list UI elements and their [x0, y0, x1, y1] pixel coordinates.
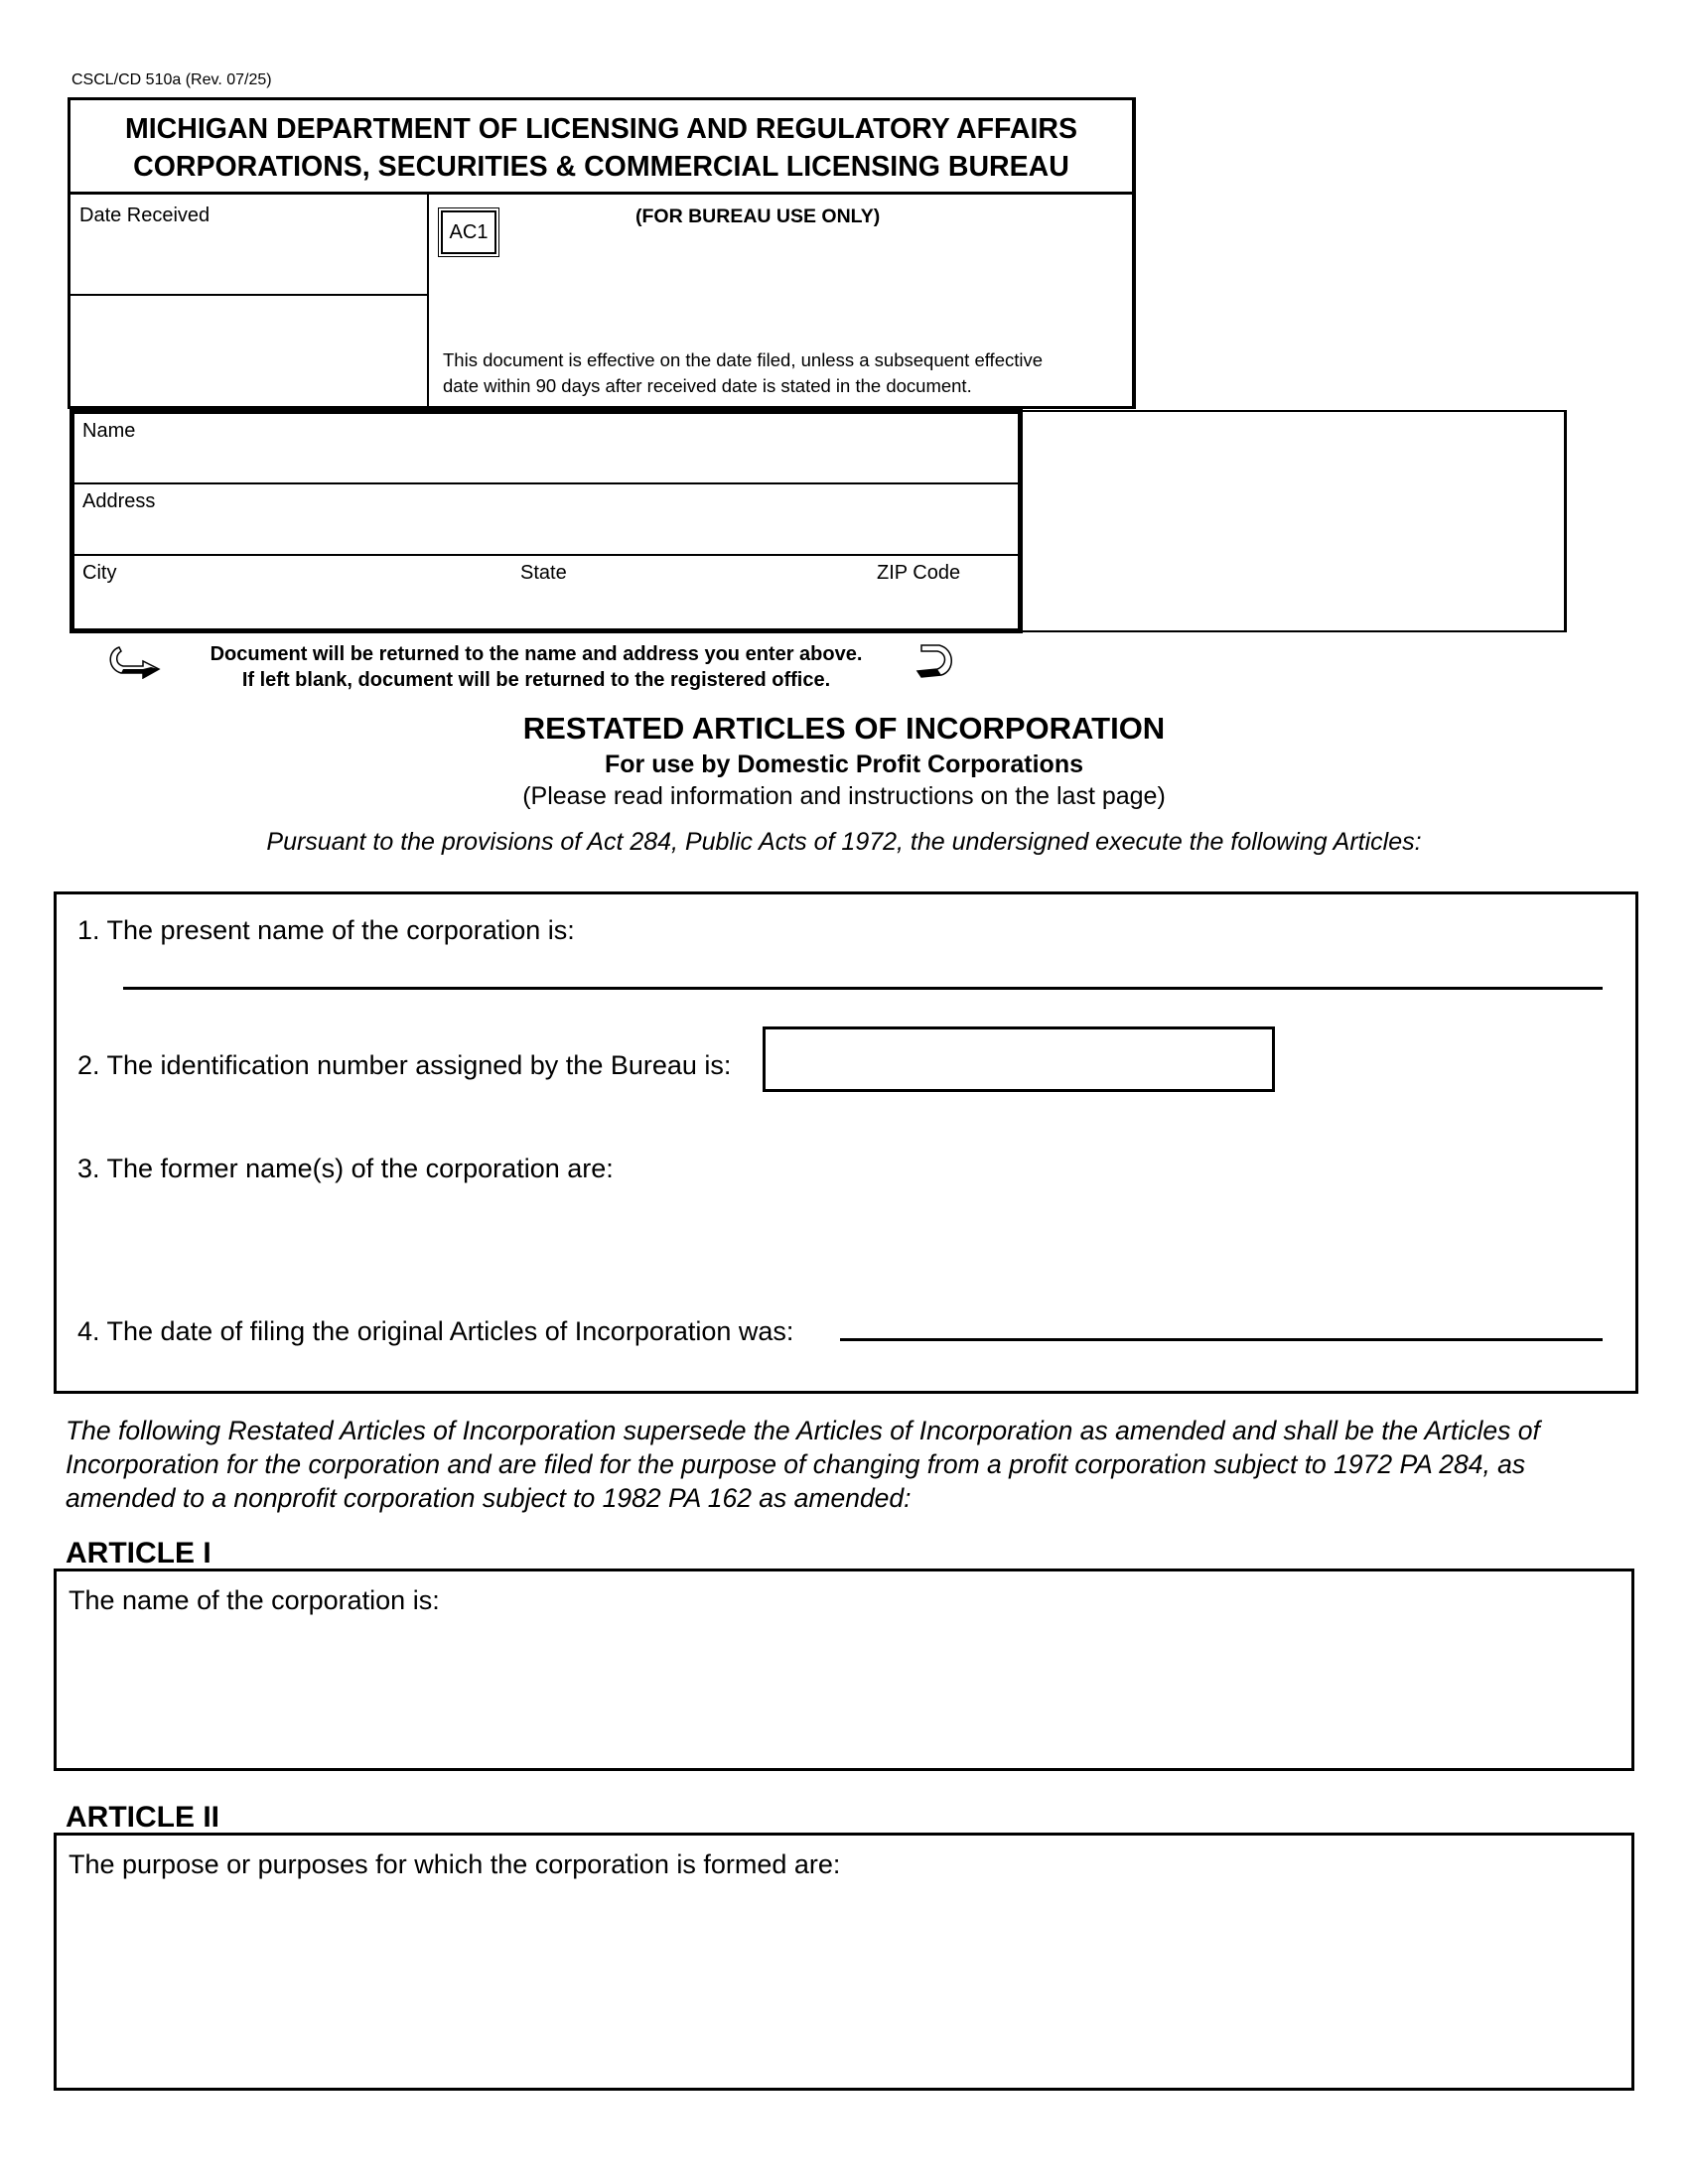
identification-number-field[interactable]: [763, 1026, 1275, 1092]
article-1-heading: ARTICLE I: [66, 1537, 211, 1570]
city-label: City: [82, 562, 117, 584]
effective-line2: date within 90 days after received date is stated in the document.: [443, 375, 972, 396]
city-state-zip-row: [74, 556, 1018, 628]
article-2-text: The purpose or purposes for which the corporation is formed are:: [69, 1849, 841, 1879]
name-label: Name: [82, 420, 136, 442]
return-note-line2: If left blank, document will be returned to the registered office.: [241, 669, 831, 691]
former-names-field[interactable]: [123, 1191, 1603, 1300]
bureau-blank-cell: [68, 296, 429, 409]
address-field[interactable]: [74, 484, 1018, 556]
document-subtitle: For use by Domestic Profit Corporations: [604, 751, 1083, 778]
original-filing-date-line[interactable]: [840, 1338, 1603, 1341]
document-title: RESTATED ARTICLES OF INCORPORATION: [522, 711, 1166, 746]
date-received-field: [68, 195, 429, 296]
bureau-stamp-box: [1023, 410, 1567, 632]
ac1-box: AC1: [441, 210, 496, 254]
address-label: Address: [82, 490, 156, 512]
article-1-field[interactable]: [54, 1569, 1634, 1771]
present-name-line[interactable]: [123, 987, 1603, 990]
effective-date-note: [443, 347, 1043, 399]
article-2-heading: ARTICLE II: [66, 1801, 219, 1834]
state-label: State: [520, 562, 567, 584]
agency-header: [68, 97, 1136, 195]
name-field[interactable]: [74, 414, 1018, 484]
item-4-label: 4. The date of filing the original Articles of Incorporation was:: [77, 1316, 794, 1346]
item-3-label: 3. The former name(s) of the corporation are:: [77, 1154, 614, 1183]
return-note-line1: Document will be returned to the name and address you enter above.: [210, 643, 863, 665]
supersede-paragraph: The following Restated Articles of Incorporation supersede the Articles of Incorporation as amended and shall be the Articles of Incorporation for the corporation and are filed for the purpose of changing from a profit corporation subject to 1972 PA 284, as amended to a nonprofit corporation subject to 1982 PA 162 as amended:: [66, 1416, 1540, 1513]
zip-label: ZIP Code: [877, 562, 961, 584]
article-1-text: The name of the corporation is:: [69, 1585, 440, 1615]
instructions-note: (Please read information and instructions on the last page): [522, 782, 1166, 810]
effective-line1: This document is effective on the date filed, unless a subsequent effective: [443, 349, 1044, 370]
agency-header-line1: MICHIGAN DEPARTMENT OF LICENSING AND REGULATORY AFFAIRS: [125, 113, 1077, 145]
bureau-use-label: (FOR BUREAU USE ONLY): [635, 205, 881, 227]
item-1-label: 1. The present name of the corporation is:: [77, 915, 575, 945]
return-note: [149, 641, 923, 693]
pursuant-statement: Pursuant to the provisions of Act 284, Public Acts of 1972, the undersigned execute the following Articles:: [266, 828, 1422, 856]
agency-header-line2: CORPORATIONS, SECURITIES & COMMERCIAL LICENSING BUREAU: [133, 151, 1069, 183]
form-number: CSCL/CD 510a (Rev. 07/25): [71, 71, 272, 88]
item-2-label: 2. The identification number assigned by the Bureau is:: [77, 1050, 732, 1080]
date-received-label: Date Received: [79, 205, 211, 226]
article-2-field[interactable]: [54, 1833, 1634, 2091]
